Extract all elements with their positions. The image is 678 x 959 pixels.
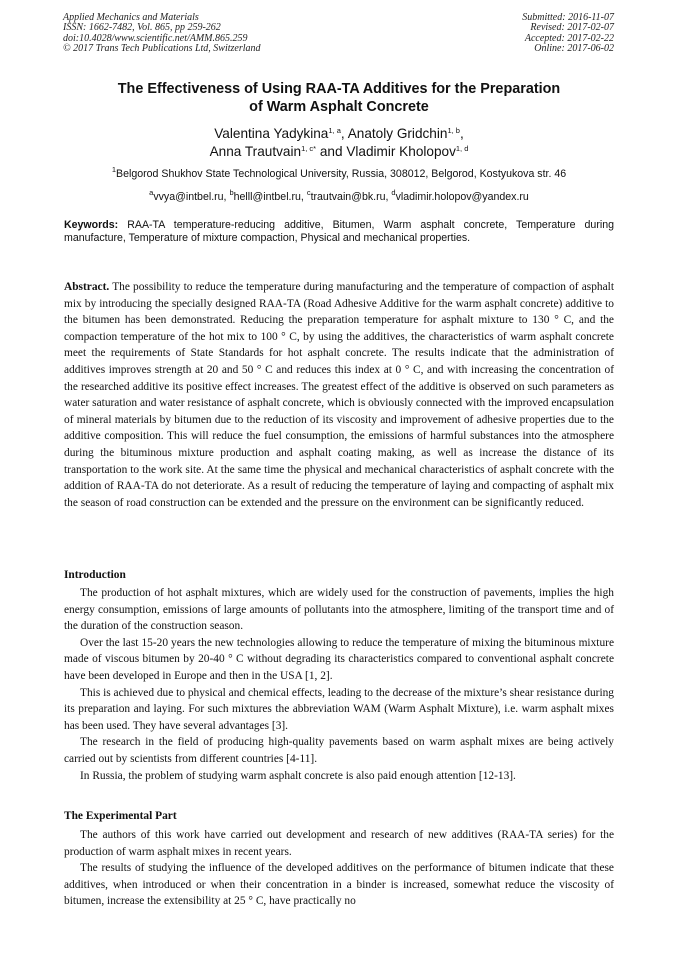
experimental-body — [64, 827, 614, 910]
paper-title — [64, 80, 614, 116]
paragraph: Over the last 15-20 years the new technologies allowing to reduce the temperature of mixing the bituminous mixture made of viscous bitumen by 20-40 ° C without degrading its characteristics compared to conventional asphalt concrete have been developed in Europe and then in the USA [1, 2]. — [64, 636, 614, 682]
author-affiliation-mark: 1, b — [447, 126, 460, 135]
journal-header-right — [522, 13, 614, 54]
journal-header-left — [63, 13, 261, 54]
paragraph: This is achieved due to physical and chemical effects, leading to the decrease of the mixture’s shear resistance during its preparation and laying. For such mixtures the abbreviation WAM (Warm Asphalt Mixture), i.e. warm asphalt mixes has been used. They have several advantages [3]. — [64, 686, 615, 732]
abstract-block — [64, 279, 614, 511]
title-line-2: of Warm Asphalt Concrete — [249, 99, 429, 115]
keywords-text: RAA-TA temperature-reducing additive, Bitumen, Warm asphalt concrete, Temperature during manufacture, Temperature of mixture compaction, Physical and mechanical properties. — [64, 219, 614, 245]
journal-issn: ISSN: 1662-7482, Vol. 865, pp 259-262 — [63, 22, 221, 34]
author-name: Valentina Yadykina — [214, 126, 329, 141]
email-link[interactable]: vladimir.holopov@yandex.ru — [395, 191, 529, 203]
author-affiliation-mark: 1, c* — [301, 144, 317, 153]
online-date: Online: 2017-06-02 — [534, 42, 614, 54]
abstract-label: Abstract. — [64, 281, 110, 293]
author-name: Vladimir Kholopov — [346, 144, 456, 159]
affiliation-text: Belgorod Shukhov State Technological University, Russia, 308012, Belgorod, Kostyukova str. 46 — [116, 168, 567, 180]
email-link[interactable]: vvya@intbel.ru, — [153, 191, 227, 203]
author-line-2: Anna Trautvain$^{1, c*}$ and Vladimir Kholopov$^{1, d}$ — [209, 144, 469, 159]
paragraph: The authors of this work have carried out development and research of new additives (RAA-TA series) for the production of warm asphalt mixes in recent years. — [64, 829, 614, 858]
author-list — [64, 125, 614, 161]
affiliation-mark: 1 — [111, 165, 117, 174]
introduction-body — [64, 585, 614, 784]
author-name: Anna Trautvain — [209, 144, 302, 159]
paragraph: The research in the field of producing high-quality pavements based on warm asphalt mixes are being actively carried out by scientists from different countries [4-11]. — [64, 736, 614, 765]
accepted-date: Accepted: 2017-02-22 — [524, 32, 614, 44]
email-mark: d — [391, 188, 396, 197]
email-mark: b — [229, 188, 234, 197]
author-affiliation-mark: 1, d — [455, 144, 469, 153]
paragraph: The results of studying the influence of the developed additives on the performance of bitumen indicate that these additives, when introduced or when their concentration in a binder is increased, somewhat reduce the viscosity of bitumen, increase the extensibility at 25 ° C, have practically no — [64, 862, 614, 908]
author-name: Anatoly Gridchin — [347, 126, 448, 141]
keywords-label: Keywords: — [64, 219, 119, 231]
journal-copyright: © 2017 Trans Tech Publications Ltd, Switzerland — [63, 42, 261, 54]
email-link[interactable]: helll@intbel.ru, — [233, 191, 304, 203]
submitted-date: Submitted: 2016-11-07 — [522, 12, 614, 23]
abstract-text: The possibility to reduce the temperature during manufacturing and the temperature of compaction of asphalt mix by introducing the specially designed RAA-TA (Road Adhesive Additive for the warm asphalt concrete) additive to the bitumen has been demonstrated. Reducing the preparation temperature for asphalt mixture to 130 ° C, and the compaction temperature of the hot mix to 100 ° C, by using the additives, the characteristics of warm asphalt concrete meet the requirements of State Standards for hot asphalt concrete. The results indicate that the administration of additives improves strength at 20 and 50 ° C and reduces this index at 0 ° C, and with increasing the concentration of the researched additive its positive effect increases. The greatest effect of the additive is observed on such parameters as water saturation and water resistance of asphalt concrete, which is obviously connected with the improved encapsulation of mineral materials by bitumen due to the reduction of its viscosity and improvement of adhesive properties due to the additive composition. This will reduce the fuel consumption, the emissions of harmful substances into the atmosphere during the bituminous mixture production and asphalt coating making, as well as increase the distance of its transportation to the work site. At the same time the physical and mechanical characteristics of asphalt concrete with the addition of RAA-TA do not deteriorate. As a result of reducing the temperature of laying and compacting of asphalt mix the season of road construction can be extended and the pressure on the environment can be significantly reduced. — [64, 281, 614, 509]
author-emails — [64, 190, 614, 204]
email-link[interactable]: trautvain@bk.ru, — [310, 191, 389, 203]
title-line-1: The Effectiveness of Using RAA-TA Additives for the Preparation — [117, 81, 561, 97]
author-line-1: Valentina Yadykina$^{1, a}$, Anatoly Gridchin$^{1, b}$, — [214, 126, 464, 141]
email-mark: a — [149, 188, 154, 197]
keywords-block — [64, 219, 614, 246]
revised-date: Revised: 2017-02-07 — [530, 22, 614, 34]
journal-name: Applied Mechanics and Materials — [63, 12, 199, 23]
introduction-heading: Introduction — [64, 569, 126, 581]
paragraph: In Russia, the problem of studying warm asphalt concrete is also paid enough attention [12-13]. — [80, 769, 516, 782]
email-mark: c — [306, 188, 311, 197]
journal-doi: doi:10.4028/www.scientific.net/AMM.865.259 — [63, 32, 248, 44]
affiliation — [64, 167, 614, 181]
experimental-heading: The Experimental Part — [64, 810, 177, 822]
paragraph: The production of hot asphalt mixtures, which are widely used for the construction of pavements, implies the high energy consumption, emissions of large amounts of pollutants into the atmosphere, limiting of the transport time and of the duration of the construction season. — [64, 587, 614, 633]
author-affiliation-mark: 1, a — [328, 126, 341, 135]
